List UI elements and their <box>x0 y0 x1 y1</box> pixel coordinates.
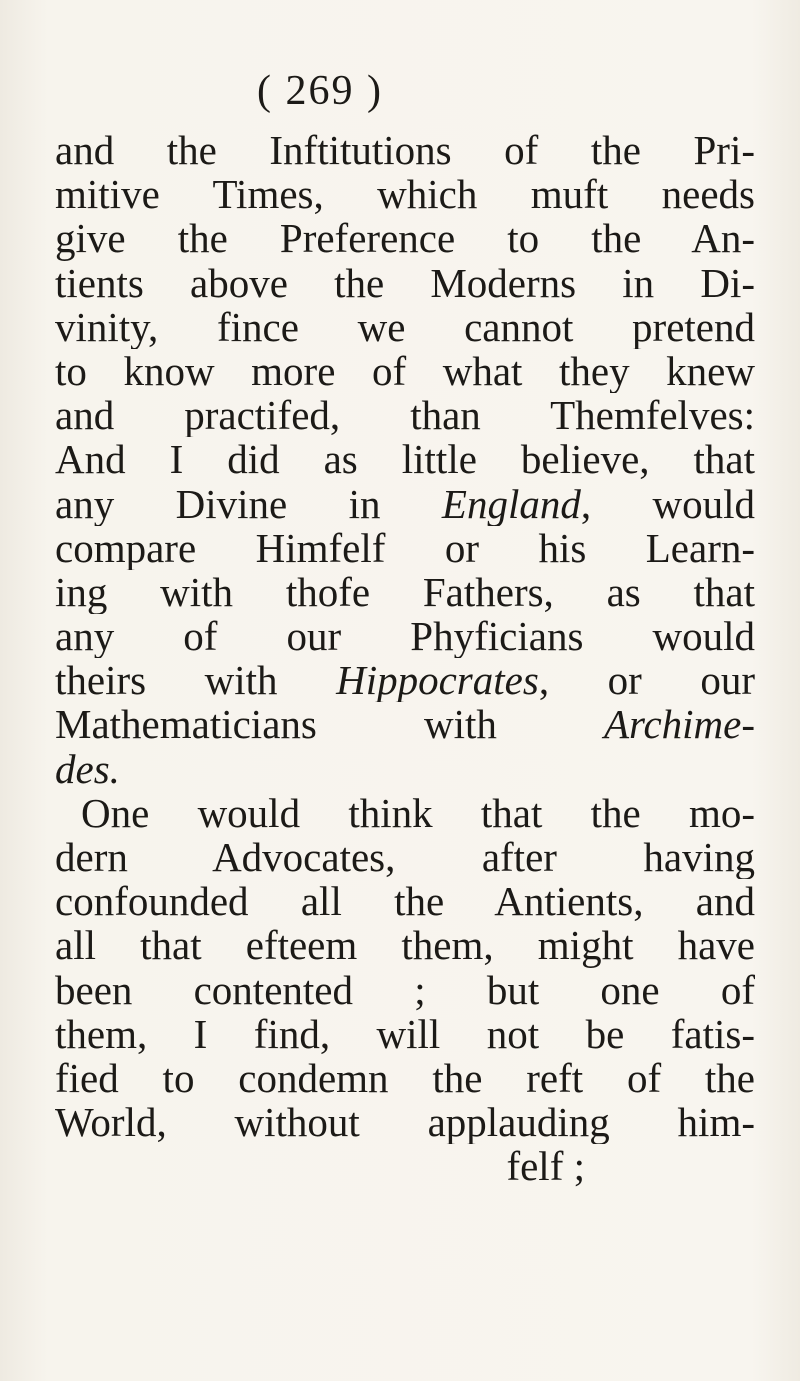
text-line-8: And I did as little believe, that <box>55 437 755 482</box>
text-line-12: any of our Phyficians would <box>55 614 755 659</box>
italic-word-archimedes-part2: des. <box>55 746 120 791</box>
text-segment: Mathematicians with <box>55 702 604 747</box>
text-line-10: compare Himfelf or his Learn- <box>55 525 755 570</box>
text-line-14 <box>55 702 755 746</box>
text-line-15 <box>55 747 755 791</box>
text-line-16: One would think that the mo- <box>81 790 755 835</box>
text-segment: any Divine in <box>55 481 442 526</box>
italic-word-england: England <box>441 481 581 526</box>
text-line-13 <box>55 658 755 702</box>
text-line-11: ing with thofe Fathers, as that <box>55 569 755 615</box>
italic-word-archimedes-part1: Archime- <box>603 702 755 747</box>
text-line-22: fied to condemn the reft of the <box>55 1055 755 1101</box>
text-line-6: to know more of what they knew <box>55 348 755 394</box>
text-line-20: been contented ; but one of <box>55 967 755 1012</box>
text-line-7: and practifed, than Themfelves: <box>55 393 755 438</box>
text-line-18: confounded all the Antients, and <box>55 879 755 924</box>
text-line-4: tients above the Moderns in Di- <box>55 260 755 305</box>
text-line-2: mitive Times, which muft needs <box>55 172 755 217</box>
text-segment: , or our <box>538 658 755 703</box>
text-line-23: World, without applauding him- <box>55 1100 755 1145</box>
italic-word-hippocrates: Hippocrates <box>336 658 539 703</box>
body-text <box>55 128 755 1189</box>
text-line-9 <box>55 482 755 526</box>
text-line-17: dern Advocates, after having <box>55 835 755 880</box>
text-line-21: them, I find, will not be fatis- <box>55 1011 755 1056</box>
catchword: felf ; <box>506 1144 585 1189</box>
text-line-5: vinity, fince we cannot pretend <box>55 304 755 349</box>
text-line-3: give the Preference to the An- <box>55 216 755 261</box>
page-number: ( 269 ) <box>257 68 383 114</box>
text-segment: theirs with <box>55 658 337 703</box>
text-segment: , would <box>580 481 755 526</box>
text-line-1: and the Inftitutions of the Pri- <box>55 128 755 173</box>
text-line-19: all that efteem them, might have <box>55 923 755 968</box>
